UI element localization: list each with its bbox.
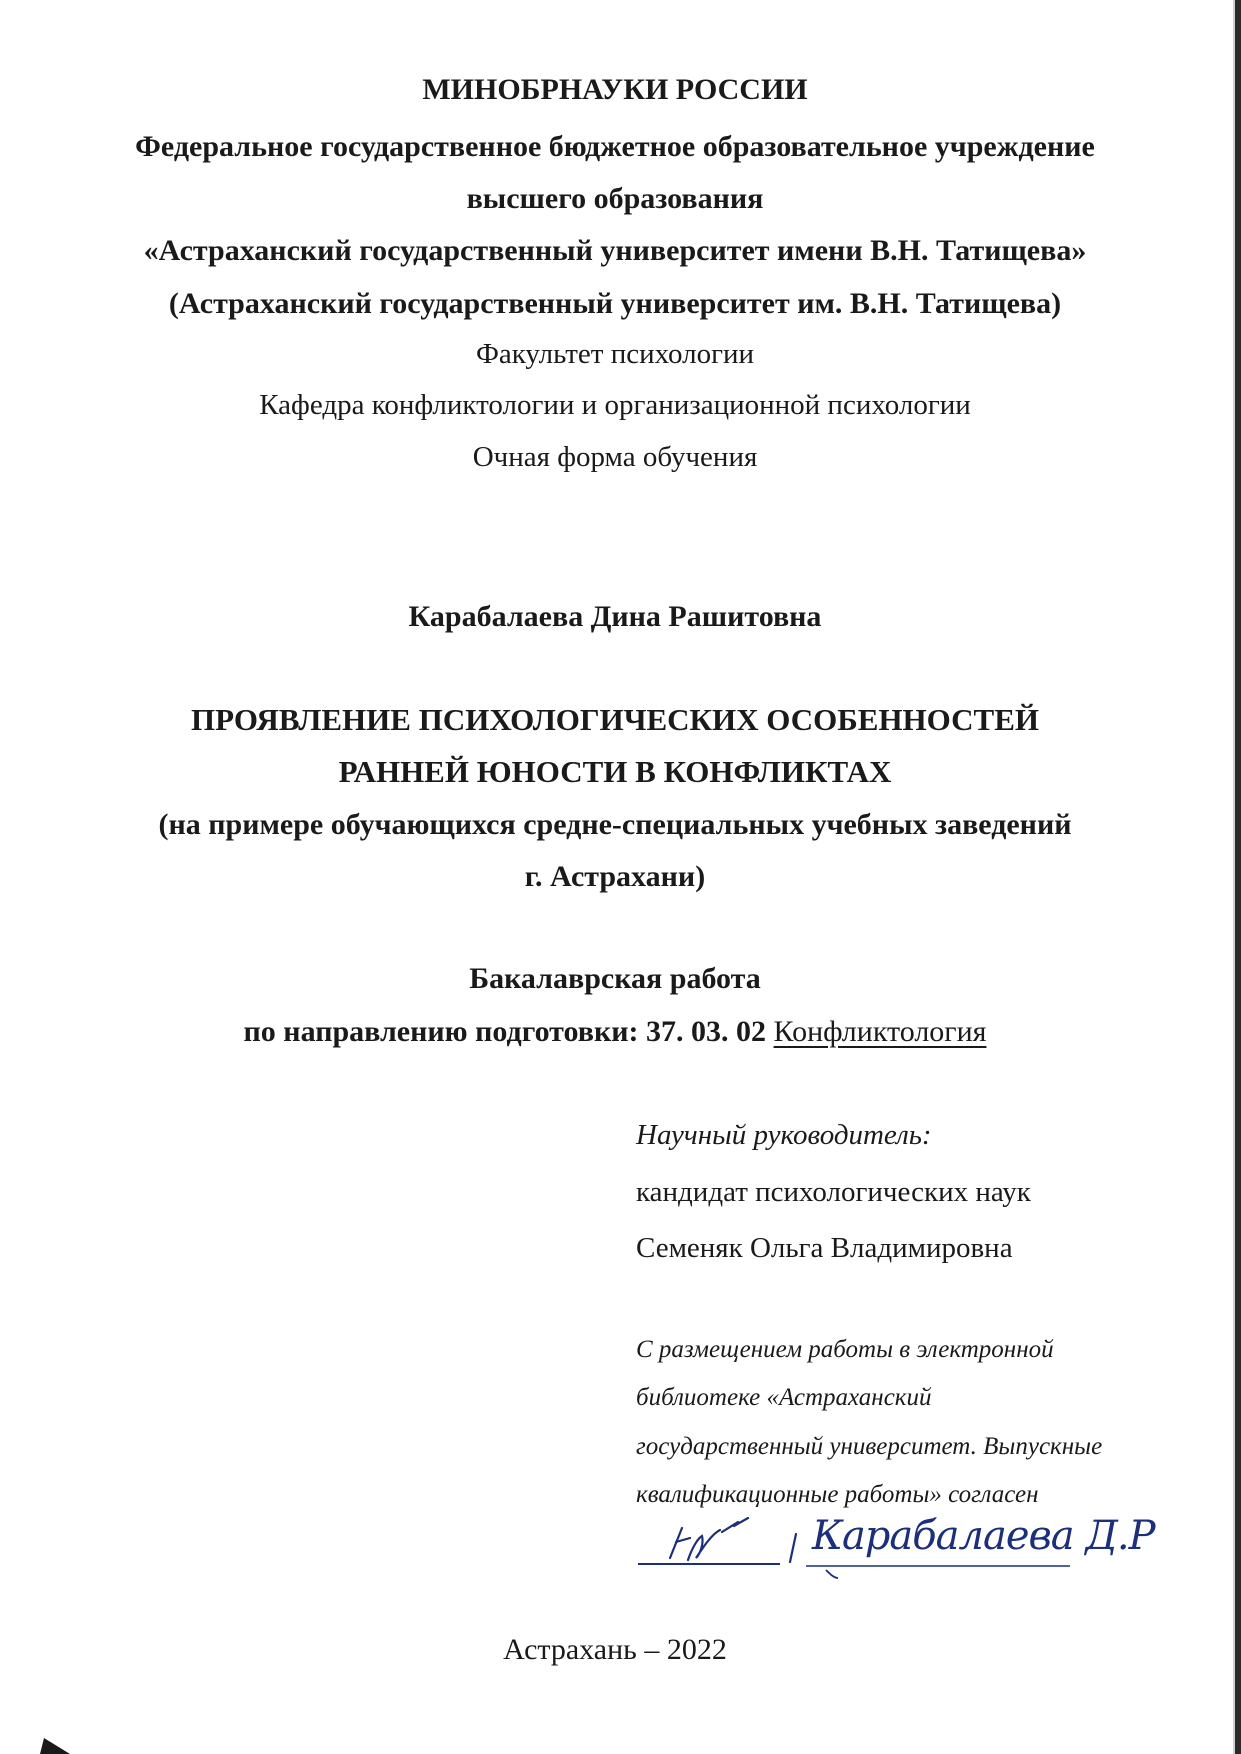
- ministry-heading: МИНОБРНАУКИ РОССИИ: [422, 73, 808, 106]
- study-form: Очная форма обучения: [472, 441, 758, 473]
- author-name: Карабалаева Дина Рашитовна: [408, 600, 822, 633]
- consent-line-4: квалификационные работы» согласен: [636, 1481, 1039, 1508]
- work-type: Бакалаврская работа: [469, 962, 761, 995]
- university-full-name: «Астраханский государственный университет имени В.Н. Татищева»: [143, 234, 1087, 267]
- consent-line-2: библиотеке «Астраханский: [636, 1384, 932, 1411]
- direction-name: Конфликтология: [773, 1015, 987, 1048]
- thesis-subtitle-line-1: (на примере обучающихся средне-специальных учебных заведений: [158, 808, 1072, 841]
- scan-corner-mark: [40, 1732, 70, 1754]
- handwritten-name: Карабалаева Д.Р: [812, 1513, 1155, 1559]
- direction-prefix: по направлению подготовки: 37. 03. 02: [243, 1015, 767, 1048]
- consent-line-3: государственный университет. Выпускные: [636, 1433, 1103, 1460]
- university-short-name: (Астраханский государственный университет им. В.Н. Татищева): [168, 287, 1062, 320]
- scan-edge-shadow: [1235, 0, 1241, 1754]
- supervisor-name: Семеняк Ольга Владимировна: [636, 1232, 1013, 1264]
- faculty-name: Факультет психологии: [475, 338, 755, 370]
- department-name: Кафедра конфликтологии и организационной психологии: [259, 389, 971, 421]
- city-year: Астрахань – 2022: [503, 1633, 727, 1666]
- institution-line-2: высшего образования: [466, 182, 764, 215]
- supervisor-degree: кандидат психологических наук: [636, 1176, 1031, 1208]
- consent-line-1: С размещением работы в электронной: [636, 1336, 1054, 1363]
- supervisor-label: Научный руководитель:: [636, 1119, 932, 1151]
- thesis-subtitle-line-2: г. Астрахани): [524, 860, 706, 893]
- thesis-title-line-2: РАННЕЙ ЮНОСТИ В КОНФЛИКТАХ: [338, 754, 892, 789]
- direction-line: [0, 1015, 1230, 1049]
- institution-line-1: Федеральное государственное бюджетное образовательное учреждение: [135, 130, 1095, 163]
- thesis-title-line-1: ПРОЯВЛЕНИЕ ПСИХОЛОГИЧЕСКИХ ОСОБЕННОСТЕЙ: [190, 702, 1040, 737]
